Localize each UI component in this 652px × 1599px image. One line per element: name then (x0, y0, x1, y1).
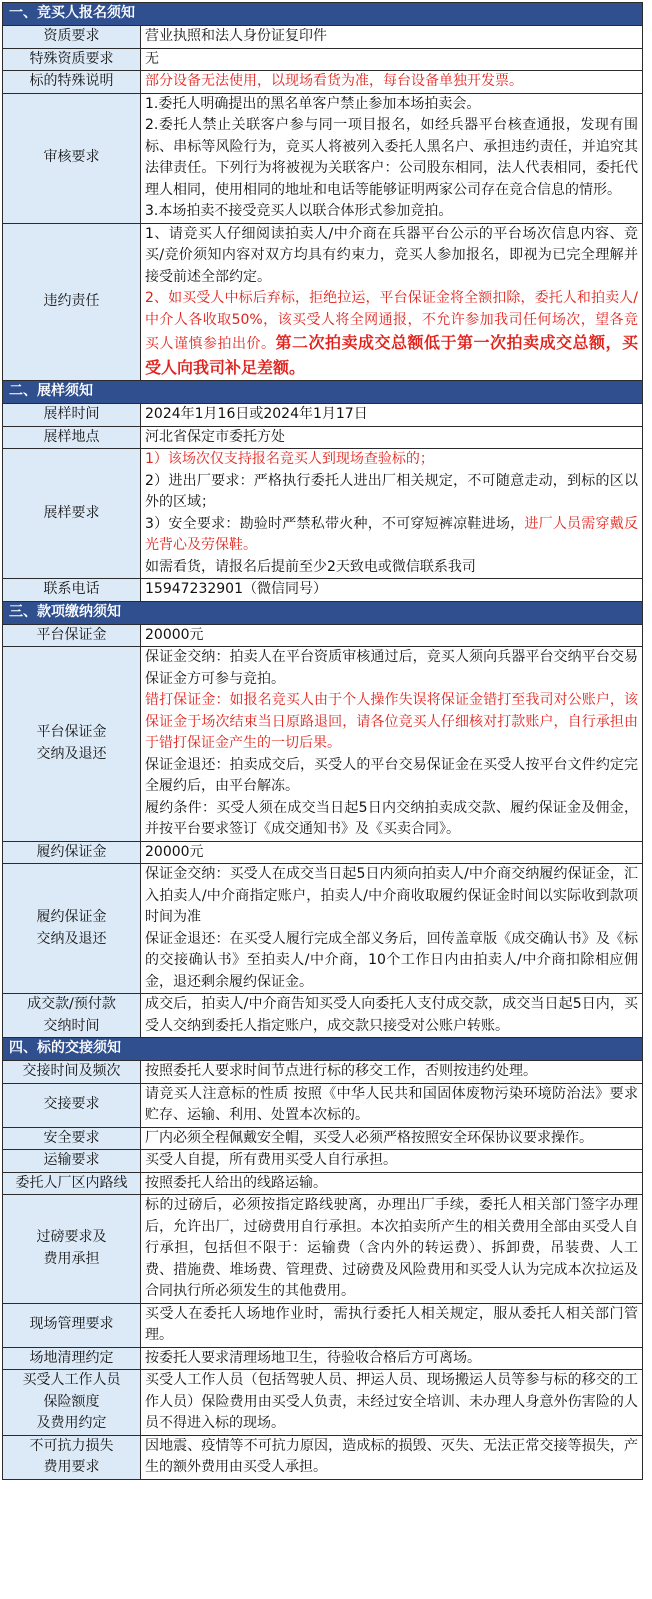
row-site-cleanup (3, 1347, 643, 1370)
row-label: 展样要求 (3, 449, 141, 579)
row-value: 15947232901（微信同号） (141, 579, 643, 602)
label-line: 过磅要求及 (36, 1229, 107, 1246)
row-payment-time (3, 994, 643, 1038)
row-label: 展样时间 (3, 404, 141, 427)
row-force-majeure (3, 1435, 643, 1479)
row-handover-requirements (3, 1083, 643, 1127)
label-line: 及费用约定 (36, 1415, 107, 1431)
row-label: 审核要求 (3, 93, 141, 223)
label-line: 履约保证金 (36, 909, 107, 925)
paragraph: 保证金退还：拍卖成交后，买受人的平台交易保证金在买受人按平台文件约定完全履约后，由平台解冻。 (145, 756, 638, 794)
row-value: 按委托人要求清理场地卫生，待验收合格后方可离场。 (141, 1347, 643, 1370)
label-line: 不可抗力损失 (29, 1437, 114, 1454)
row-label: 交接要求 (3, 1083, 141, 1127)
warning-text: 2、如买受人中标后弃标，拒绝拉运，平台保证金将全额扣除，委托人和拍卖人/中介人各收取50%，该买受人将全网通报，不允许参加我司任何场次，望各竞买人谨慎参拍出价。 (145, 290, 638, 352)
row-label: 平台保证金 (3, 624, 141, 647)
row-value (141, 449, 643, 579)
row-value: 厂内必须全程佩戴安全帽，买受人必须严格按照安全环保协议要求操作。 (141, 1127, 643, 1150)
label-line: 费用承担 (43, 1250, 100, 1267)
row-special-note (3, 71, 643, 94)
paragraph: 如需看货，请报名后提前至少2天致电或微信联系我司 (145, 558, 476, 575)
row-platform-deposit (3, 624, 643, 647)
row-transport-requirements (3, 1150, 643, 1173)
paragraph: 1）该场次仅支持报名竞买人到现场查验标的； (145, 451, 434, 467)
row-label: 场地清理约定 (3, 1347, 141, 1370)
row-viewing-requirements (3, 449, 643, 579)
row-label (3, 1370, 141, 1436)
row-performance-deposit-refund (3, 864, 643, 994)
row-value: 按照委托人要求时间节点进行标的移交工作，否则按违约处理。 (141, 1061, 643, 1084)
row-label: 运输要求 (3, 1150, 141, 1173)
row-value: 买受人在委托人场地作业时，需执行委托人相关规定，服从委托人相关部门管理。 (141, 1303, 643, 1347)
notice-table (2, 2, 643, 1480)
row-label: 委托人厂区内路线 (3, 1172, 141, 1195)
row-value: 2024年1月16日或2024年1月17日 (141, 404, 643, 427)
section-header-bidder-registration (3, 3, 643, 26)
paragraph: 履约条件：买受人须在成交当日起5日内交纳拍卖成交款、履约保证金及佣金，并按平台要求签订《成交通知书》及《买卖合同》。 (145, 799, 638, 837)
section-title: 一、竞买人报名须知 (3, 3, 643, 26)
paragraph: 3.本场拍卖不接受竞买人以联合体形式参加竞拍。 (145, 203, 453, 219)
row-value (141, 864, 643, 994)
row-value: 河北省保定市委托方处 (141, 426, 643, 449)
row-value: 部分设备无法使用，以现场看货为准，每台设备单独开发票。 (141, 71, 643, 94)
row-review-requirements (3, 93, 643, 223)
row-handover-time (3, 1061, 643, 1084)
paragraph: 1、请竞买人仔细阅读拍卖人/中介商在兵器平台公示的平台场次信息内容、竞买/竞价须知内容对双方均具有约束力，竞买人参加报名，即视为已完全理解并接受前述全部约定。 (145, 225, 638, 285)
row-value: 标的过磅后，必须按指定路线驶离，办理出厂手续，委托人相关部门签字办理后，允许出厂，过磅费用自行承担。本次拍卖所产生的相关费用全部由买受人自行承担，包括但不限于：运输费（含内外的转运费）、拆卸费，吊装费、人工费、措施费、堆场费、管理费、过磅费及风险费用和买受人认为完成本次拉运及合同执行所必须发生的其他费用。 (141, 1195, 643, 1304)
row-label (3, 1435, 141, 1479)
row-label: 安全要求 (3, 1127, 141, 1150)
row-label (3, 1195, 141, 1304)
row-label: 标的特殊说明 (3, 71, 141, 94)
label-line: 交纳时间 (43, 1017, 100, 1034)
row-breach-liability (3, 223, 643, 381)
row-label: 特殊资质要求 (3, 48, 141, 71)
row-label (3, 647, 141, 842)
label-line: 交纳及退还 (36, 745, 107, 762)
row-special-qualification (3, 48, 643, 71)
row-label: 现场管理要求 (3, 1303, 141, 1347)
row-label (3, 994, 141, 1038)
row-value: 因地震、疫情等不可抗力原因，造成标的损毁、灭失、无法正常交接等损失，产生的额外费用由买受人承担。 (141, 1435, 643, 1479)
paragraph: 保证金交纳：买受人在成交当日起5日内须向拍卖人/中介商交纳履约保证金，汇入拍卖人/中介商指定账户，拍卖人/中介商收取履约保证金时间以实际收到款项时间为准 (145, 866, 638, 925)
label-line: 买受人工作人员 (22, 1372, 121, 1388)
row-value: 请竞买人注意标的性质 按照《中华人民共和国固体废物污染环境防治法》要求贮存、运输、利用、处置本次标的。 (141, 1083, 643, 1127)
row-performance-deposit (3, 841, 643, 864)
label-line: 平台保证金 (36, 724, 107, 741)
row-label: 交接时间及频次 (3, 1061, 141, 1084)
row-site-management (3, 1303, 643, 1347)
row-label: 履约保证金 (3, 841, 141, 864)
row-value: 成交后，拍卖人/中介商告知买受人向委托人支付成交款，成交当日起5日内，买受人交纳到委托人指定账户，成交款只接受对公账户转账。 (141, 994, 643, 1038)
row-label: 违约责任 (3, 223, 141, 381)
section-header-handover (3, 1038, 643, 1061)
auction-notice-document (2, 0, 642, 1480)
row-safety-requirements (3, 1127, 643, 1150)
label-line: 成交款/预付款 (27, 996, 116, 1012)
paragraph-warning (145, 288, 638, 380)
row-value (141, 223, 643, 381)
section-header-payment (3, 601, 643, 624)
row-label (3, 864, 141, 994)
row-qualification (3, 26, 643, 49)
text: 3）安全要求：勘验时严禁私带火种，不可穿短裤凉鞋进场， (145, 515, 525, 532)
section-title: 四、标的交接须知 (3, 1038, 643, 1061)
row-value: 买受人自提，所有费用买受人自行承担。 (141, 1150, 643, 1173)
paragraph: 保证金交纳：拍卖人在平台资质审核通过后，竞买人须向兵器平台交纳平台交易保证金方可参与竞拍。 (145, 649, 638, 687)
warning-text-bold: 第二次拍卖成交总额低于第一次拍卖成交总额，买受人向我司补足差额。 (145, 333, 638, 377)
label-line: 费用要求 (43, 1459, 100, 1475)
row-value: 20000元 (141, 624, 643, 647)
row-value: 无 (141, 48, 643, 71)
paragraph (145, 514, 638, 557)
row-viewing-place (3, 426, 643, 449)
row-value (141, 93, 643, 223)
paragraph: 2.委托人禁止关联客户参与同一项目报名，如经兵器平台核查通报，发现有围标、串标等风险行为，竞买人将被列入委托人黑名户、承担违约责任，并追究其法律责任。下列行为将被视为关联客户：公司股东相同，法人代表相同，委托代理人相同，使用相同的地址和电话等能够证明两家公司存在竞合信息的情形。 (145, 117, 638, 198)
label-line: 交纳及退还 (36, 930, 107, 947)
row-value: 按照委托人给出的线路运输。 (141, 1172, 643, 1195)
section-title: 二、展样须知 (3, 381, 643, 404)
row-staff-insurance (3, 1370, 643, 1436)
row-value: 营业执照和法人身份证复印件 (141, 26, 643, 49)
row-label: 联系电话 (3, 579, 141, 602)
row-value: 买受人工作人员（包括驾驶人员、押运人员、现场搬运人员等参与标的移交的工作人员）保险费用由买受人负责，未经过安全培训、未办理人身意外伤害险的人员不得进入标的现场。 (141, 1370, 643, 1436)
row-value: 20000元 (141, 841, 643, 864)
row-platform-deposit-refund (3, 647, 643, 842)
row-label: 资质要求 (3, 26, 141, 49)
paragraph: 2）进出厂要求：严格执行委托人进出厂相关规定，不可随意走动，到标的区以外的区域； (145, 472, 638, 510)
row-viewing-time (3, 404, 643, 427)
row-weighing-costs (3, 1195, 643, 1304)
warning-text: 进厂人员需穿戴反光背心及劳保鞋。 (145, 515, 639, 553)
row-route (3, 1172, 643, 1195)
section-title: 三、款项缴纳须知 (3, 601, 643, 624)
row-label: 展样地点 (3, 426, 141, 449)
row-value (141, 647, 643, 842)
paragraph: 错打保证金：如报名竞买人由于个人操作失误将保证金错打至我司对公账户，该保证金于场次结束当日原路退回，请各位竞买人仔细核对打款账户，自行承担由于错打保证金产生的一切后果。 (145, 692, 638, 751)
section-header-sample-viewing (3, 381, 643, 404)
paragraph: 1.委托人明确提出的黑名单客户禁止参加本场拍卖会。 (145, 95, 481, 112)
paragraph: 保证金退还：在买受人履行完成全部义务后，回传盖章版《成交确认书》及《标的交接确认书》至拍卖人/中介商，10个工作日内由拍卖人/中介商扣除相应佣金，退还剩余履约保证金。 (145, 930, 638, 990)
label-line: 保险额度 (43, 1393, 100, 1410)
row-contact-phone (3, 579, 643, 602)
